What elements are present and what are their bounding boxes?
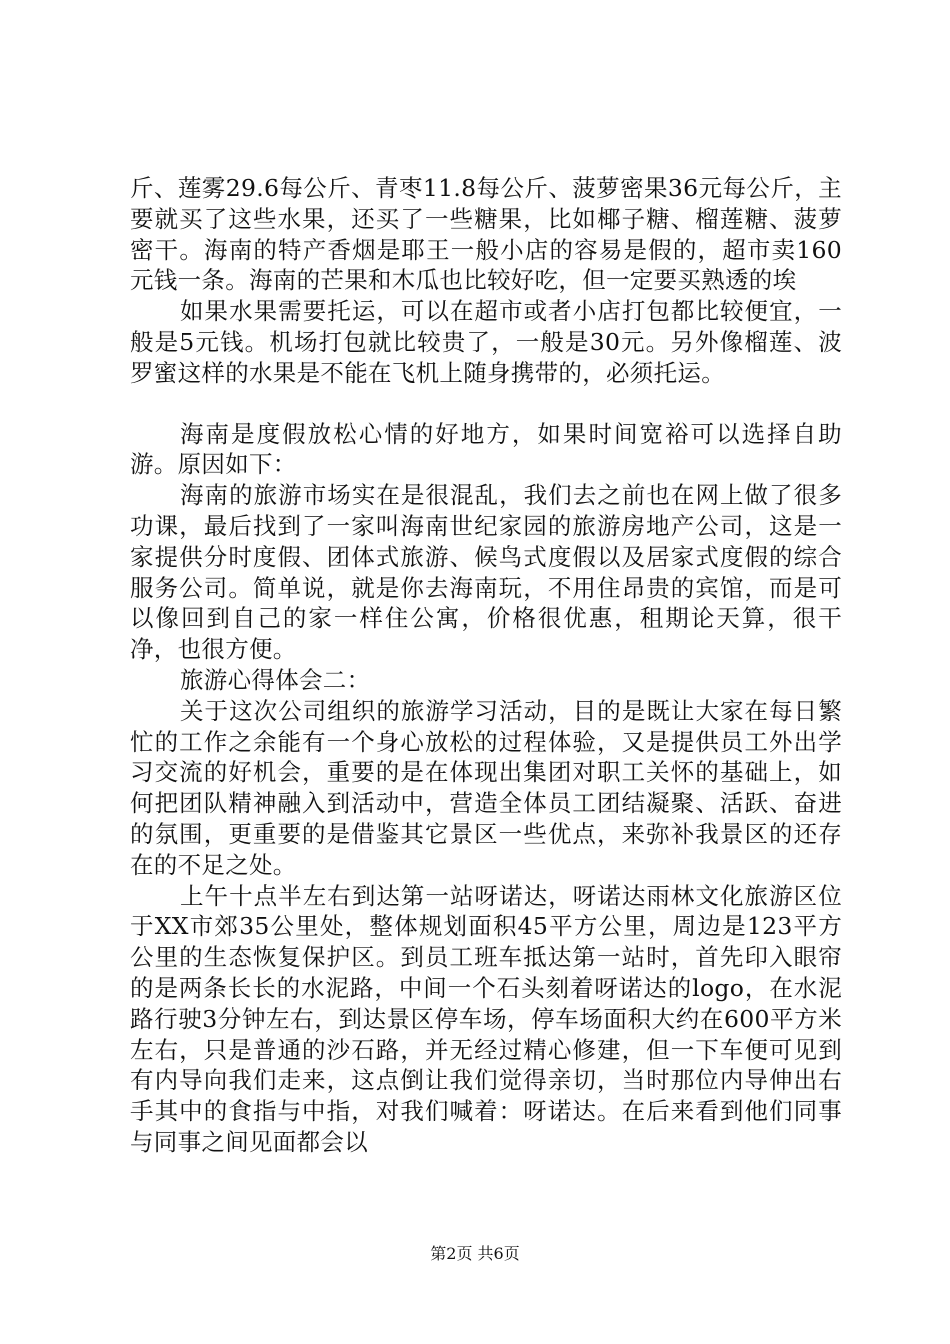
paragraph-tourism-market: 海南的旅游市场实在是很混乱，我们去之前也在网上做了很多功课，最后找到了一家叫海南世纪家园的旅游房地产公司，这是一家提供分时度假、团体式旅游、候鸟式度假以及居家式度假的综合服务公司。简单说，就是你去海南玩，不用住昂贵的宾馆，而是可以像回到自己的家一样住公寓，价格很优惠，租期论天算，很干净，也很方便。 [130, 481, 842, 664]
paragraph-fruit-prices: 斤、莲雾29.6每公斤、青枣11.8每公斤、菠萝密果36元每公斤，主要就买了这些水果，还买了一些糖果，比如椰子糖、榴莲糖、菠萝密干。海南的特产香烟是耶王一般小店的容易是假的，超市卖160元钱一条。海南的芒果和木瓜也比较好吃，但一定要买熟透的埃 [130, 174, 842, 295]
section-heading-two: 旅游心得体会二： [180, 665, 371, 694]
page-number-footer: 第2页 共6页 [430, 1244, 520, 1263]
paragraph-company-trip: 关于这次公司组织的旅游学习活动，目的是既让大家在每日繁忙的工作之余能有一个身心放松的过程体验，又是提供员工外出学习交流的好机会，重要的是在体现出集团对职工关怀的基础上，如何把团队精神融入到活动中，营造全体员工团结凝聚、活跃、奋进的氛围，更重要的是借鉴其它景区一些优点，来弥补我景区的还存在的不足之处。 [130, 696, 842, 879]
paragraph-fruit-shipping: 如果水果需要托运，可以在超市或者小店打包都比较便宜，一般是5元钱。机场打包就比较贵了，一般是30元。另外像榴莲、波罗蜜这样的水果是不能在飞机上随身携带的，必须托运。 [130, 297, 842, 387]
paragraph-hainan-intro: 海南是度假放松心情的好地方，如果时间宽裕可以选择自助游。原因如下： [130, 419, 842, 479]
document-body [130, 173, 842, 1158]
paragraph-gap [130, 389, 842, 419]
paragraph-yanoda: 上午十点半左右到达第一站呀诺达，呀诺达雨林文化旅游区位于XX市郊35公里处，整体规划面积45平方公里，周边是123平方公里的生态恢复保护区。到员工班车抵达第一站时，首先印入眼帘的是两条长长的水泥路，中间一个石头刻着呀诺达的logo，在水泥路行驶3分钟左右，到达景区停车场，停车场面积大约在600平方米左右，只是普通的沙石路，并无经过精心修建，但一下车便可见到有内导向我们走来，这点倒让我们觉得亲切，当时那位内导伸出右手其中的食指与中指，对我们喊着：呀诺达。在后来看到他们同事与同事之间见面都会以 [130, 881, 843, 1156]
